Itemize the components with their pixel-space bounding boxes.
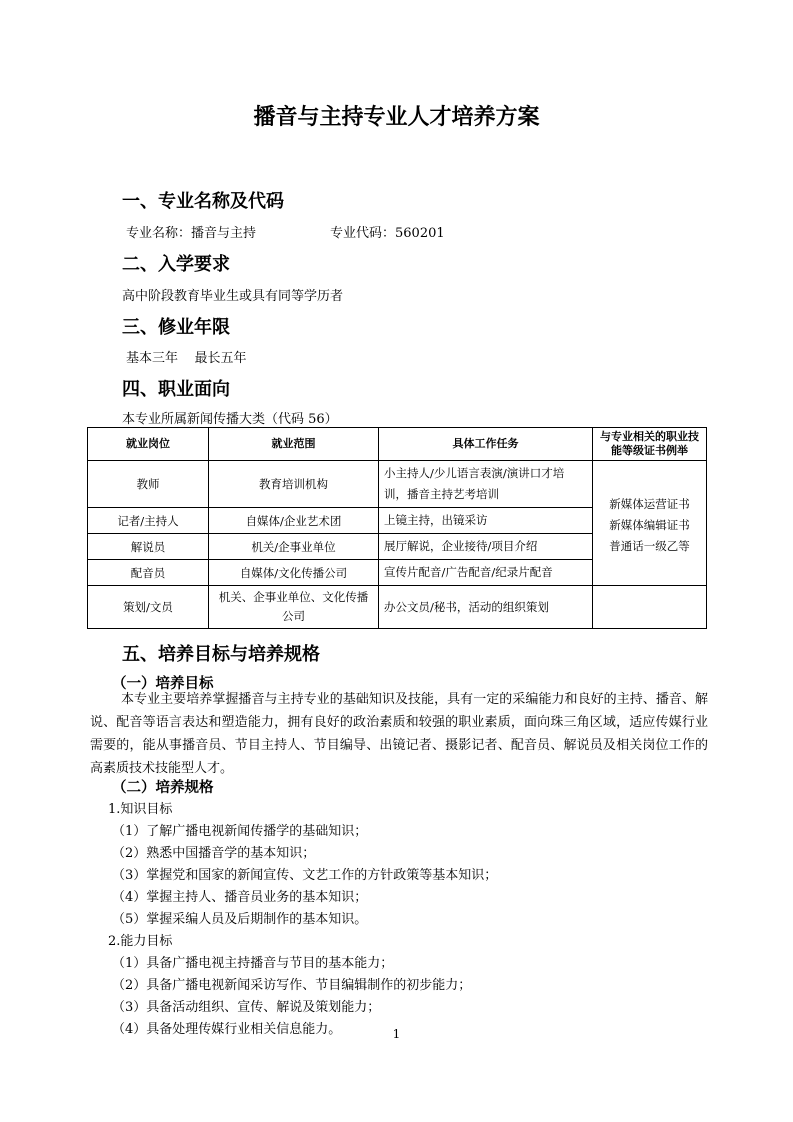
section-heading-3: 三、修业年限 [122,317,230,338]
table-row [88,586,707,629]
table-cell-position: 教师 [88,461,209,508]
table-cell-position: 策划/文员 [88,586,209,629]
subsection-heading-spec: （二）培养规格 [112,780,214,796]
knowledge-item: （4）掌握主持人、播音员业务的基本知识； [112,890,368,905]
admission-requirement: 高中阶段教育毕业生或具有同等学历者 [122,289,344,304]
table-header-cell: 就业范围 [209,428,379,461]
section-heading-4: 四、职业面向 [122,379,230,400]
knowledge-item: （5）掌握采编人员及后期制作的基本知识。 [112,912,368,927]
section-heading-2: 二、入学要求 [122,254,230,275]
table-cell-position: 配音员 [88,560,209,586]
major-name: 专业名称：播音与主持 [126,226,257,241]
ability-item: （1）具备广播电视主持播音与节目的基本能力； [112,956,394,971]
table-cell-task: 办公文员/秘书，活动的组织策划 [379,586,593,629]
knowledge-title: 1.知识目标 [108,802,173,817]
table-row [88,461,707,508]
certificate-item: 普通话一级乙等 [609,538,690,553]
table-cell-scope: 自媒体/文化传播公司 [209,560,379,586]
section-heading-1: 一、专业名称及代码 [122,191,284,212]
table-intro: 本专业所属新闻传播大类（代码 56） [122,412,338,427]
table-cell-position: 记者/主持人 [88,508,209,534]
certificate-item: 新媒体运营证书 [609,496,690,511]
table-cell-task: 小主持人/少儿语言表演/演讲口才培训，播音主持艺考培训 [379,461,593,508]
table-cell-position: 解说员 [88,534,209,560]
table-header-row [88,428,707,461]
page-title: 播音与主持专业人才培养方案 [253,105,540,130]
ability-item: （4）具备处理传媒行业相关信息能力。 [112,1022,342,1037]
subsection-heading-goal: （一）培养目标 [112,676,214,692]
knowledge-item: （3）掌握党和国家的新闻宣传、文艺工作的方针政策等基本知识； [112,868,498,883]
study-duration: 基本三年 最长五年 [126,351,247,366]
major-code: 专业代码：560201 [330,226,445,241]
section-heading-5: 五、培养目标与培养规格 [122,644,320,665]
table-header-cell: 具体工作任务 [379,428,593,461]
table-cell-task: 宣传片配音/广告配音/纪录片配音 [379,560,593,586]
table-header-cell: 就业岗位 [88,428,209,461]
ability-title: 2.能力目标 [108,934,173,949]
career-table [87,427,707,629]
table-cell-scope: 机关、企事业单位、文化传播公司 [209,586,379,629]
knowledge-item: （2）熟悉中国播音学的基本知识； [112,846,316,861]
table-cell-task: 上镜主持，出镜采访 [379,508,593,534]
table-cell-certificates [593,461,707,586]
table-cell-task: 展厅解说，企业接待/项目介绍 [379,534,593,560]
table-cell-scope: 自媒体/企业艺术团 [209,508,379,534]
knowledge-item: （1）了解广播电视新闻传播学的基础知识； [112,824,368,839]
page-number: 1 [392,1027,401,1041]
ability-item: （2）具备广播电视新闻采访写作、节目编辑制作的初步能力； [112,978,472,993]
goal-paragraph: 本专业主要培养掌握播音与主持专业的基础知识及技能，具有一定的采编能力和良好的主持、播音、解说、配音等语言表达和塑造能力，拥有良好的政治素质和较强的职业素质，面向珠三角区域，适应传媒行业需要的，能从事播音员、节目主持人、节目编导、出镜记者、摄影记者、配音员、解说员及相关岗位工作的高素质技术技能型人才。 [90,692,708,776]
table-cell-empty [593,586,707,629]
ability-item: （3）具备活动组织、宣传、解说及策划能力； [112,1000,381,1015]
certificate-item: 新媒体编辑证书 [609,517,690,532]
table-cell-scope: 机关/企事业单位 [209,534,379,560]
table-cell-scope: 教育培训机构 [209,461,379,508]
table-header-cell: 与专业相关的职业技能等级证书例举 [593,428,707,461]
